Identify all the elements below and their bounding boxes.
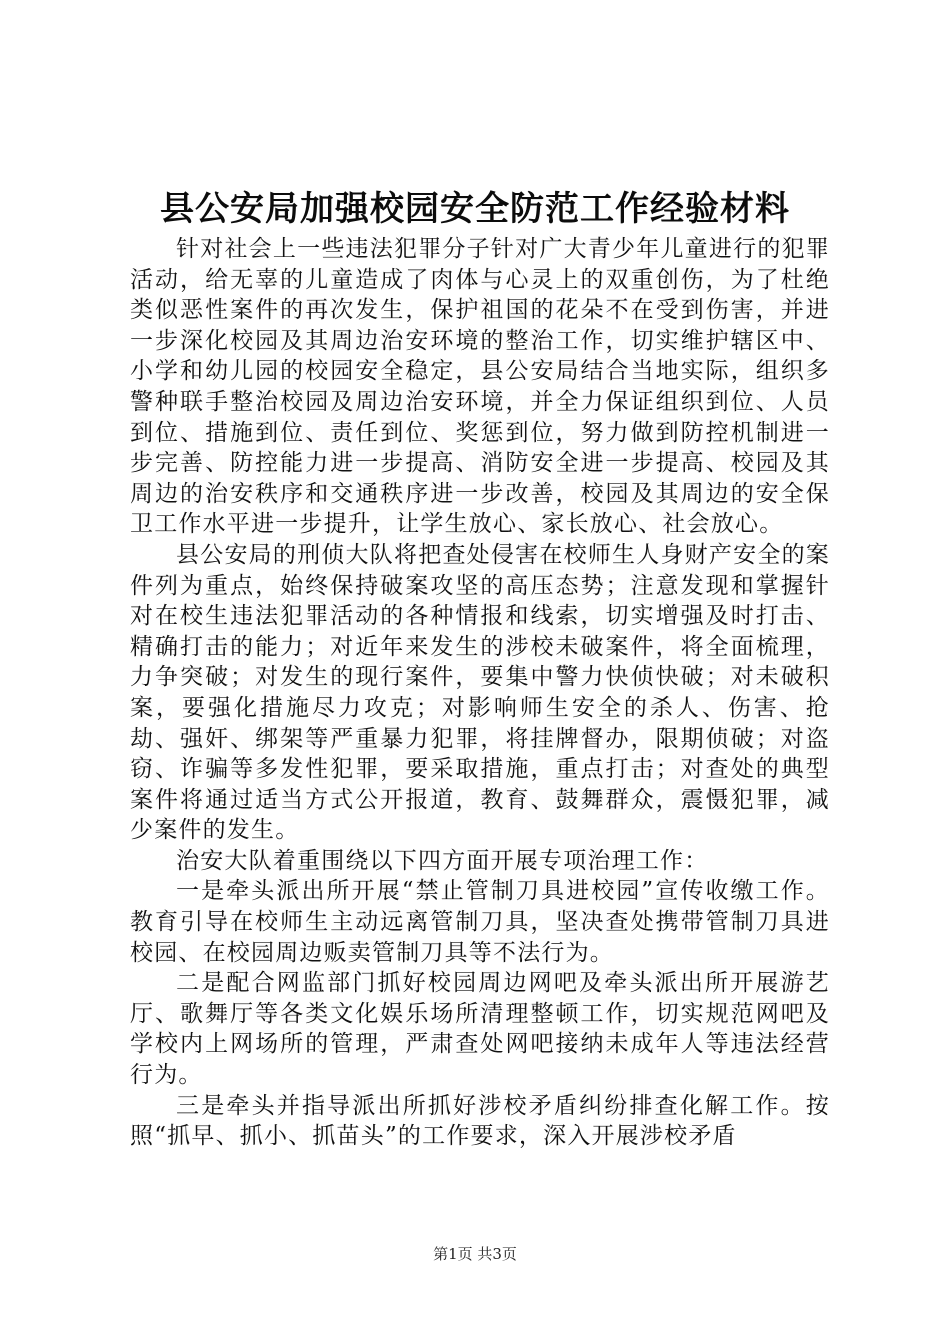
paragraph-item-three: 三是牵头并指导派出所抓好涉校矛盾纠纷排查化解工作。按照“抓早、抓小、抓苗头”的工作要求，深入开展涉校矛盾 [130,1092,830,1150]
paragraph-public-security-intro: 治安大队着重围绕以下四方面开展专项治理工作： [176,847,709,874]
paragraph-item-two: 二是配合网监部门抓好校园周边网吧及牵头派出所开展游艺厅、歌舞厅等各类文化娱乐场所清理整顿工作，切实规范网吧及学校内上网场所的管理，严肃查处网吧接纳未成年人等违法经营行为。 [130,970,830,1089]
paragraph-intro: 针对社会上一些违法犯罪分子针对广大青少年儿童进行的犯罪活动，给无辜的儿童造成了肉体与心灵上的双重创伤，为了杜绝类似恶性案件的再次发生，保护祖国的花朵不在受到伤害，并进一步深化校园及其周边治安环境的整治工作，切实维护辖区中、小学和幼儿园的校园安全稳定，县公安局结合当地实际，组织多警种联手整治校园及周边治安环境，并全力保证组织到位、人员到位、措施到位、责任到位、奖惩到位，努力做到防控机制进一步完善、防控能力进一步提高、消防安全进一步提高、校园及其周边的治安秩序和交通秩序进一步改善，校园及其周边的安全保卫工作水平进一步提升，让学生放心、家长放心、社会放心。 [130,236,830,538]
page-number-footer: 第1页 共3页 [433,1245,517,1263]
document-body [130,234,830,1152]
paragraph-item-one: 一是牵头派出所开展“禁止管制刀具进校园”宣传收缴工作。教育引导在校师生主动远离管制刀具，坚决查处携带管制刀具进校园、在校园周边贩卖管制刀具等不法行为。 [130,878,830,966]
document-title: 县公安局加强校园安全防范工作经验材料 [160,189,790,229]
paragraph-criminal-investigation: 县公安局的刑侦大队将把查处侵害在校师生人身财产安全的案件列为重点，始终保持破案攻坚的高压态势；注意发现和掌握针对在校生违法犯罪活动的各种情报和线索，切实增强及时打击、精确打击的能力；对近年来发生的涉校未破案件，将全面梳理，力争突破；对发生的现行案件，要集中警力快侦快破；对未破积案，要强化措施尽力攻克；对影响师生安全的杀人、伤害、抢劫、强奸、绑架等严重暴力犯罪，将挂牌督办，限期侦破；对盗窃、诈骗等多发性犯罪，要采取措施，重点打击；对查处的典型案件将通过适当方式公开报道，教育、鼓舞群众，震慑犯罪，减少案件的发生。 [130,541,830,844]
